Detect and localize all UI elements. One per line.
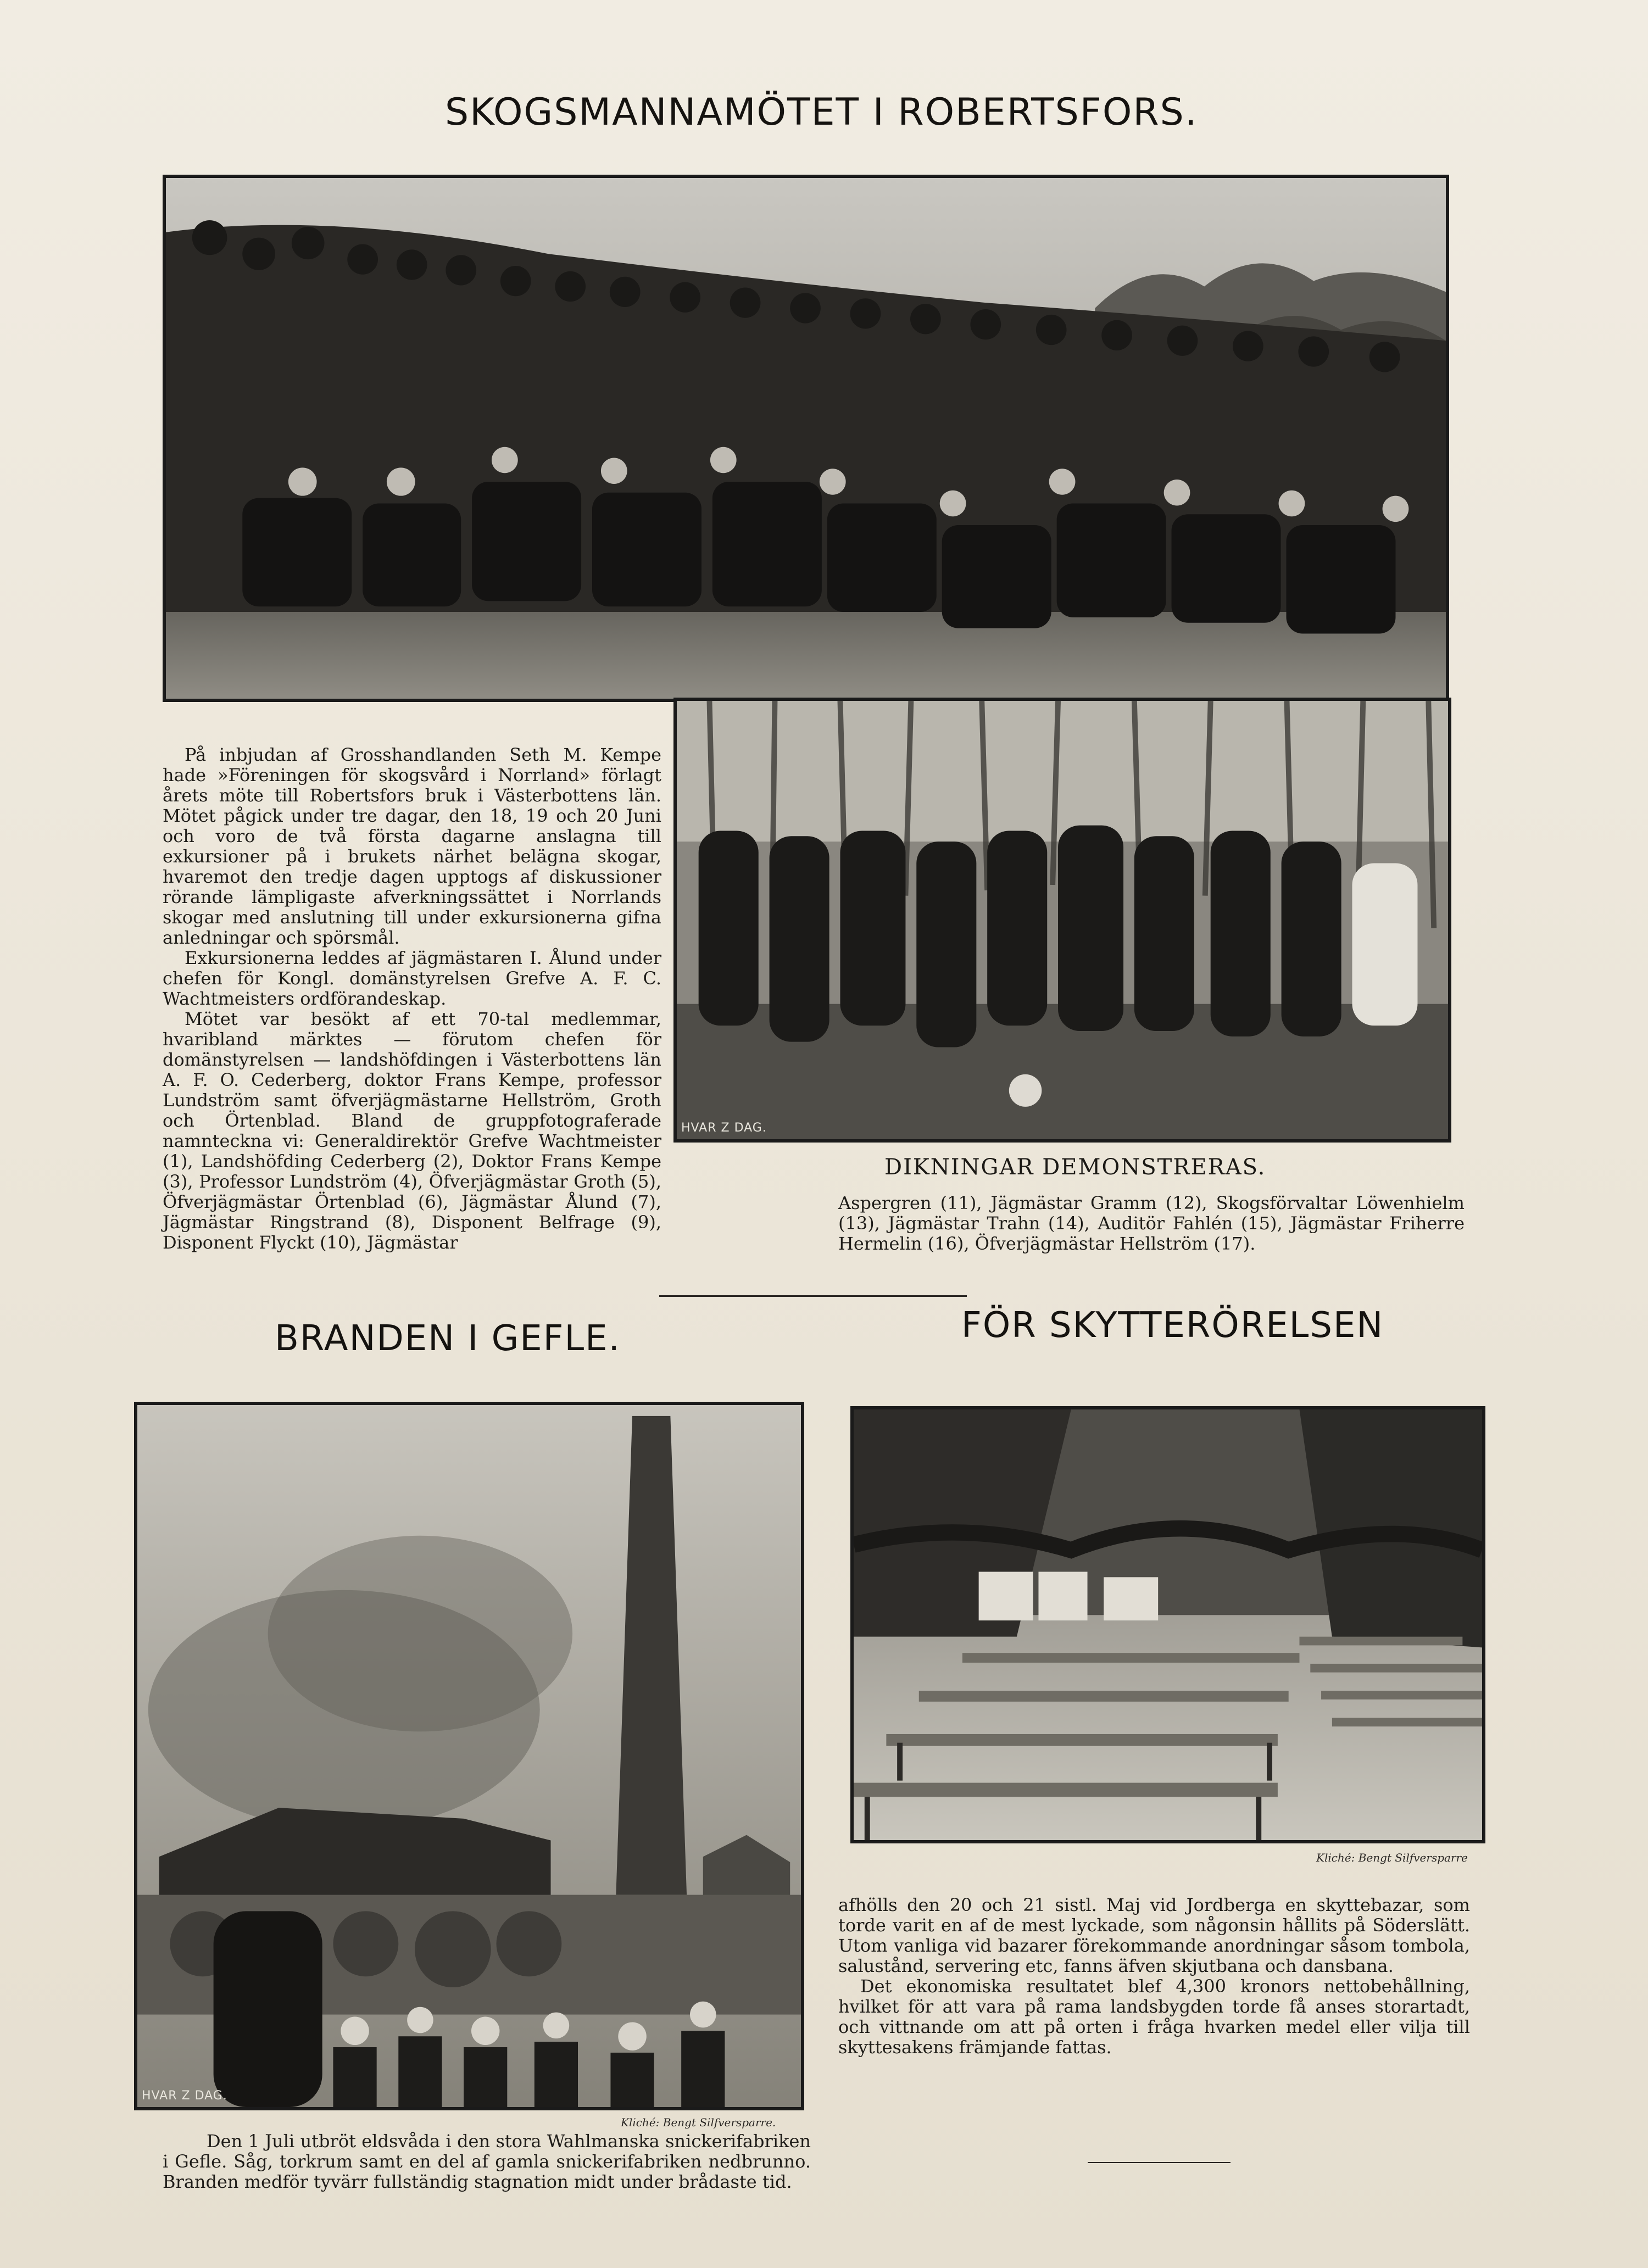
meeting-article [163, 745, 661, 1253]
meeting-paragraph-1: På inbjudan af Grosshandlanden Seth M. Kempe hade »Föreningen för skogsvård i Norrland» förlagt årets möte till Robertsfors bruk i Västerbottens län. Mötet pågick under tre dagar, den 18, 19 och 20 Juni och voro de två första dagarne anslagna till exkursioner på i brukets närhet belägna skogar, hvaremot den tredje dagen upptogs af diskussioner rörande lämpligaste afverkningssättet i Norrlands skogar med anslutning till under exkursionerna gifna anledningar och spörsmål. [163, 744, 661, 948]
shooting-article [838, 1895, 1470, 2058]
demonstration-photo-stamp: HVAR Z DAG. [681, 1121, 767, 1135]
bazaar-photo-image [854, 1409, 1482, 1840]
shooting-paragraph-2: Det ekonomiska resultatet blef 4,300 kronors nettobehållning, hvilket för att vara på rama landsbygden torde få anses storartadt, och vittnande om att på orten i fråga hvarken medel eller vilja till skyttesakens främjande fattas. [838, 1976, 1470, 2058]
group-photo-image [166, 178, 1446, 699]
fire-photo-credit: Kliché: Bengt Silfversparre. [621, 2116, 776, 2129]
demonstration-photo-image [677, 701, 1448, 1139]
fire-heading: BRANDEN I GEFLE. [275, 1318, 621, 1359]
demonstration-photo [673, 698, 1451, 1143]
meeting-continuation: Aspergren (11), Jägmästar Gramm (12), Skogsförvaltar Löwenhielm (13), Jägmästar Trahn (14), Auditör Fahlén (15), Jägmästar Friherre Hermelin (16), Öfverjägmästar Hellström (17). [838, 1192, 1465, 1254]
section-divider [659, 1295, 967, 1297]
fire-photo-stamp: HVAR Z DAG. [142, 2089, 227, 2103]
shooting-paragraph-1: afhölls den 20 och 21 sistl. Maj vid Jordberga en skyttebazar, som torde varit en af de mest lyckade, som någonsin hållits på Söderslätt. Utom vanliga vid bazarer förekommande anordningar såsom tombola, salustånd, servering etc, fanns äfven skjutbana och dansbana. [838, 1894, 1470, 1976]
meeting-paragraph-3: Mötet var besökt af ett 70-tal medlemmar, hvaribland märktes — förutom chefen för domänstyrelsen — landshöfdingen i Västerbottens län A. F. O. Cederberg, doktor Frans Kempe, professor Lundström samt öfverjägmästarne Hellström, Groth och Örtenblad. Bland de gruppfotograferade namnteckna vi: Generaldirektör Grefve Wachtmeister (1), Landshöfding Cederberg (2), Doktor Frans Kempe (3), Professor Lundström (4), Öfverjägmästar Groth (5), Öfverjägmästar Örtenblad (6), Jägmästar Ålund (7), Jägmästar Ringstrand (8), Disponent Belfrage (9), Disponent Flyckt (10), Jägmästar [163, 1008, 661, 1253]
fire-photo [134, 1402, 804, 2110]
fire-article: Den 1 Juli utbröt eldsvåda i den stora Wahlmanska snickerifabriken i Gefle. Såg, torkrum samt en del af gamla snickerifabriken nedbrunno. Branden medför tyvärr fullständig stagnation midt under brådaste tid. [163, 2131, 811, 2192]
bazaar-photo-credit: Kliché: Bengt Silfversparre [1316, 1851, 1468, 1864]
fire-photo-image [137, 1405, 801, 2107]
demonstration-caption: DIKNINGAR DEMONSTRERAS. [884, 1155, 1266, 1180]
end-rule [1088, 2162, 1231, 2163]
meeting-paragraph-2: Exkursionerna leddes af jägmästaren I. Ålund under chefen för Kongl. domänstyrelsen Grefve A. F. C. Wachtmeisters ordförandeskap. [163, 948, 661, 1009]
shooting-heading: FÖR SKYTTERÖRELSEN [961, 1305, 1384, 1346]
bazaar-photo [850, 1406, 1485, 1843]
page-title: SKOGSMANNAMÖTET I ROBERTSFORS. [445, 91, 1198, 134]
group-photo [163, 175, 1449, 702]
